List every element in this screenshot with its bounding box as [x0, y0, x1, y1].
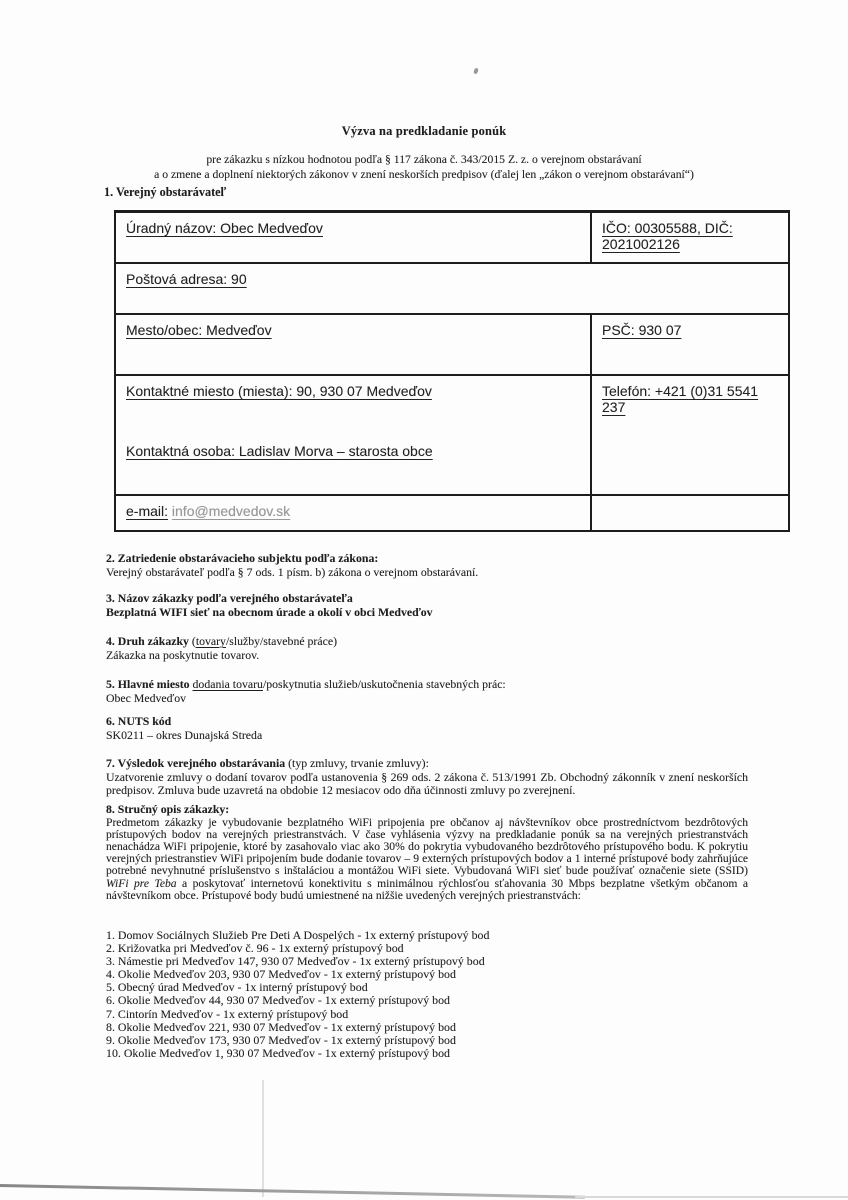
access-point-item: 2. Križovatka pri Medveďov č. 96 - 1x externý prístupový bod	[106, 941, 404, 956]
table-row	[116, 264, 788, 315]
section8-body-text: Predmetom zákazky je vybudovanie bezplatného WiFi pripojenia pre občanov aj návštevníkov obce prostredníctvom bezdrôtových prístupových bodov na verejných priestranstvách. V čase vyhlásenia výzvy na predkladanie ponúk sa na verejných priestranstvách nenachádza WiFi pripojenie, ktoré by zasahovalo viac ako 30% do pokrytia vybudovaného bezdrôtového prístupového bodu. K pokrytiu verejných priestranstiev WiFi pripojením bude dodanie tovarov – 9 externých prístupových bodov a 1 interné prístupové body zahrňujúce potrebné nevyhnutné príslušenstvo s inštaláciou a montážou WiFi siete. Vybudovaná WiFi sieť bude používať označenie siete (SSID)	[106, 815, 748, 878]
document-subtitle	[0, 153, 848, 182]
scan-page-edge-line-faint	[575, 1196, 848, 1198]
section7-heading	[106, 757, 748, 771]
ssid-name: WiFi pre Teba	[106, 876, 177, 890]
table-row	[116, 376, 788, 496]
section8-heading: 8. Stručný opis zákazky:	[106, 802, 230, 816]
psc-cell: PSČ: 930 07	[602, 322, 682, 338]
section6-heading: 6. NUTS kód	[106, 714, 172, 728]
paren-open: (	[191, 634, 196, 648]
scan-fold-line-artifact	[262, 1080, 264, 1197]
section7-body: Uzatvorenie zmluvy o dodaní tovarov podľa ustanovenia § 269 ods. 2 zákona č. 513/1991 Zb. Obchodný zákonník v znení neskorších predpisov. Zmluva bude uzavretá na obdobie 12 mesiacov odo dňa účinnosti zmluvy po zverejnení.	[106, 769, 748, 797]
section5	[106, 678, 748, 705]
contact-person: Kontaktná osoba: Ladislav Morva – starosta obce	[126, 443, 433, 459]
paren-rest: /služby/stavebné práce)	[225, 634, 337, 648]
section5-underlined-term: dodania tovaru	[192, 677, 263, 691]
contact-place: Kontaktné miesto (miesta): 90, 930 07 Medveďov	[126, 383, 432, 399]
ico-dic-cell: IČO: 00305588, DIČ: 2021002126	[602, 220, 733, 252]
access-point-list	[106, 929, 726, 1060]
empty-cell	[592, 496, 788, 530]
scan-page-edge-line	[0, 1184, 585, 1198]
section3-subject: Bezplatná WIFI sieť na obecnom úrade a okolí v obci Medveďov	[106, 604, 433, 619]
official-name-cell: Úradný názov: Obec Medveďov	[116, 213, 592, 262]
subtitle-line-2: a o zmene a doplnení niektorých zákonov v znení neskorších predpisov (ďalej len „zákon o verejnom obstarávaní“)	[154, 167, 694, 181]
section8-body-text-2: a poskytovať internetovú konektivitu s minimálnou rýchlosťou sťahovania 30 Mbps bezplatne všetkým občanom a návštevníkom obce. Prístupové body budú umiestnené na nižšie uvedených verejných priestranstvách:	[106, 876, 748, 902]
email-label: e-mail:	[126, 503, 169, 519]
table-row	[116, 213, 788, 264]
access-point-item: 6. Okolie Medveďov 44, 930 07 Medveďov - 1x externý prístupový bod	[106, 993, 450, 1008]
city-cell: Mesto/obec: Medveďov	[116, 315, 592, 374]
section4-body: Zákazka na poskytnutie tovarov.	[106, 647, 260, 662]
access-point-item: 8. Okolie Medveďov 221, 930 07 Medveďov - 1x externý prístupový bod	[106, 1019, 456, 1034]
section4-underlined-term: tovary	[195, 634, 226, 648]
section7-heading-bold: 7. Výsledok verejného obstarávania	[106, 756, 289, 770]
procurer-table	[114, 210, 790, 532]
section4-heading	[106, 635, 748, 649]
section5-heading	[106, 678, 748, 692]
email-value: info@medvedov.sk	[171, 503, 291, 519]
section5-heading-bold: 5. Hlavné miesto	[106, 677, 193, 691]
access-point-item: 1. Domov Sociálnych Služieb Pre Deti A Dospelých - 1x externý prístupový bod	[106, 928, 490, 942]
access-point-item: 3. Námestie pri Medveďov 147, 930 07 Medveďov - 1x externý prístupový bod	[106, 954, 485, 969]
section7-heading-rest: (typ zmluvy, trvanie zmluvy):	[288, 756, 429, 770]
section5-heading-rest: /poskytnutia služieb/uskutočnenia stavebných prác:	[262, 677, 506, 691]
document-title: Výzva na predkladanie ponúk	[341, 124, 507, 138]
table-row	[116, 496, 788, 530]
section6-body: SK0211 – okres Dunajská Streda	[106, 727, 263, 742]
section2-body: Verejný obstarávateľ podľa § 7 ods. 1 písm. b) zákona o verejnom obstarávaní.	[106, 564, 479, 579]
section7	[106, 757, 748, 798]
email-cell	[116, 496, 592, 530]
access-point-item: 9. Okolie Medveďov 173, 930 07 Medveďov - 1x externý prístupový bod	[106, 1032, 456, 1047]
postal-address-cell: Poštová adresa: 90	[126, 271, 247, 287]
section1-heading: 1. Verejný obstarávateľ	[104, 185, 227, 199]
access-point-item: 5. Obecný úrad Medveďov - 1x interný prístupový bod	[106, 980, 368, 995]
scan-speck-artifact	[473, 67, 479, 74]
section3	[106, 592, 748, 619]
access-point-item: 7. Cintorín Medveďov - 1x externý prístupový bod	[106, 1006, 349, 1021]
contact-cell	[116, 376, 592, 494]
section6	[106, 715, 748, 742]
section4-heading-bold: 4. Druh zákazky	[106, 634, 192, 648]
section2-heading: 2. Zatriedenie obstarávacieho subjektu podľa zákona:	[106, 551, 379, 565]
section2	[106, 552, 748, 579]
phone-cell: Telefón: +421 (0)31 5541 237	[602, 383, 759, 415]
subtitle-line-1: pre zákazku s nízkou hodnotou podľa § 117 zákona č. 343/2015 Z. z. o verejnom obstarávaní	[206, 153, 642, 166]
section5-body: Obec Medveďov	[106, 690, 187, 705]
section3-heading: 3. Názov zákazky podľa verejného obstarávateľa	[106, 591, 353, 605]
access-point-item: 10. Okolie Medveďov 1, 930 07 Medveďov - 1x externý prístupový bod	[106, 1045, 450, 1060]
section8-body	[106, 817, 748, 902]
table-row	[116, 315, 788, 376]
section4	[106, 635, 748, 662]
section8	[106, 803, 748, 902]
access-point-item: 4. Okolie Medveďov 203, 930 07 Medveďov - 1x externý prístupový bod	[106, 967, 456, 982]
